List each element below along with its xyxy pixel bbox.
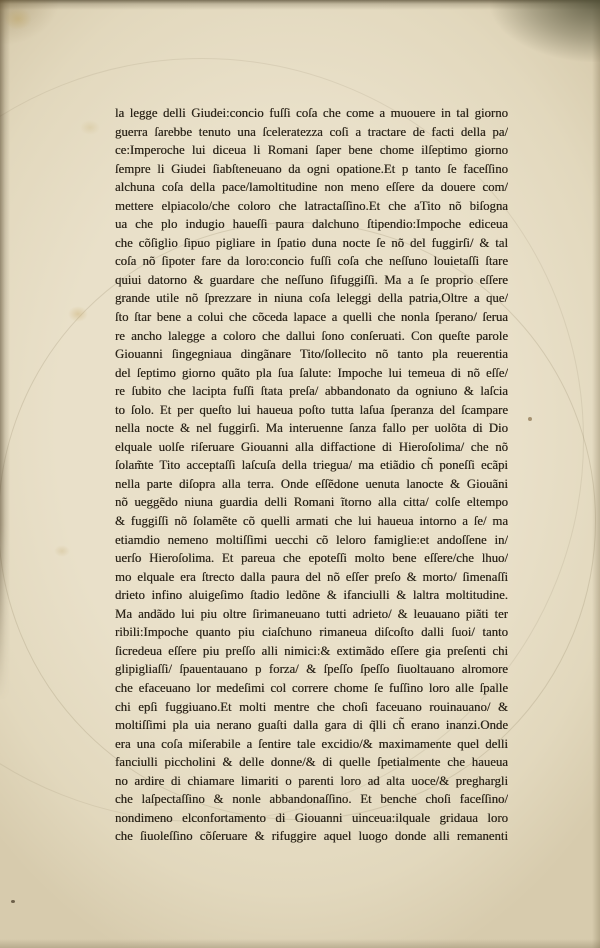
text-line: ce:Imperoche lui diceua li Romani ſaper bene chome ilſeptimo giorno	[115, 143, 508, 158]
text-line: Giouanni ſingegniaua dingãnare Tito/ſollecito nõ tanto pla reuerentia	[115, 347, 508, 362]
text-line: che laſpectaſſino & nonle abbandonaſſino. Et benche choſi faceſſino/	[115, 792, 508, 807]
text-line: no ardire di chiamare limariti o parenti loro ad alta uoce/& preghargli	[115, 773, 508, 788]
text-line: etiamdio nemeno moltiſſimi uecchi cõ leloro famiglie:et andoſſene in/	[115, 532, 508, 547]
text-line: la legge delli Giudei:concio fuſſi coſa che come a muouere in tal giorno	[115, 106, 508, 120]
text-line: coſa nõ ſipoter fare da loro:concio fuſſi coſa che neſſuno louietaſſi ſtare	[115, 254, 508, 269]
text-line: che efaceuano lor medeſimi col correre chome ſe fuſſino loro alle ſpalle	[115, 680, 508, 695]
text-line: che cõſiglio ſipuo pigliare in ſpatio duna nocte ſe nõ del fuggirſi/ & tal	[115, 235, 508, 250]
page-edge-bottom-shadow	[0, 939, 600, 948]
text-line: ribili:Impoche quanto piu ciaſchuno rimaneua diſcoſto dalli ſuoi/ tanto	[115, 625, 508, 640]
page-corner-top-left-shadow	[0, 0, 60, 46]
text-line: & fuggiſſi nõ ſolamẽte cõ quelli armati che lui haueua intorno a ſe/ ma	[115, 514, 508, 529]
text-line: nella nocte & nel fuggirſi. Ma interuenne ſanza fallo per uolõta di Dio	[115, 421, 508, 436]
text-line: grande utile nõ ſprezzare in niuna coſa leleggi della patria,Oltre a que/	[115, 291, 508, 306]
page-edge-right-shadow	[592, 0, 600, 948]
foxing-stain	[54, 545, 70, 557]
text-line: ſicredeua eſſere piu preſſo alli nimici:& extimãdo eſſere gia preſenti chi	[115, 643, 508, 658]
text-line: ſempre li Giudei ſiabſteneuano da ogni opatione.Et p tanto ſe faceſſino	[115, 161, 508, 176]
text-block	[115, 104, 508, 848]
page-edge-left-shadow	[0, 0, 10, 700]
text-line: moltiſſimi pla uia nerano guaſti dalla gara di q̃lli ch̃ erano inanzi.Onde	[115, 718, 508, 733]
text-line: guerra ſarebbe tenuto una ſceleratezza coſi a tractare de facti della pa/	[115, 124, 508, 139]
text-line: era una coſa miſerabile a ſentire tale excidio/& maximamente quel delli	[115, 736, 508, 751]
text-line: re ancho lalegge a coloro che dallui ſono conſeruati. Con queſte parole	[115, 328, 508, 343]
text-line: del ſeptimo giorno quãto pla ſua ſalute: Impoche lui temeua di nõ eſſe/	[115, 365, 508, 380]
text-line: uerſo Hieroſolima. Et pareua che epoteſſi molto bene eſſere/che lhuo/	[115, 551, 508, 566]
text-line: nõ ueggẽdo niuna guardia delli Romani ĩtorno alla citta/ colſe eltempo	[115, 495, 508, 510]
text-line: quiui datorno & guardare che neſſuno ſifuggiſſi. Ma a ſe proprio eſſere	[115, 272, 508, 287]
text-line: drieto infino aluigeſimo ſtadio ledõne & ifanciulli & laltra moltitudine.	[115, 588, 508, 603]
ink-speck	[11, 900, 15, 903]
text-line: mo elquale era ſtrecto dalla paura del nõ eſſer preſo & morto/ ſimenaſſi	[115, 569, 508, 584]
text-line: ſto ſtar bene a colui che cõceda lapace a quelli che nonla ſperano/ ſerua	[115, 310, 508, 325]
text-line: ſolam̃te Tito acceptaſſi laſcuſa della triegua/ ma etiãdio ch̃ poneſſi ecãpi	[115, 458, 508, 473]
text-line: che ſiuoleſſino cõſeruare & rifuggire aquel luogo donde alli remanenti	[115, 829, 508, 844]
foxing-stain	[80, 120, 100, 135]
text-line: fanciulli piccholini & delle donne/& di quelle ſpetialmente che haueua	[115, 755, 508, 770]
text-line: chi epſi fuggiuano.Et molti mentre che choſi faceuano rouinauano/ &	[115, 699, 508, 714]
text-line: ua che plo indugio haueſſi paura dalchuno ſtipendio:Impoche ediceua	[115, 217, 508, 232]
foxing-stain	[68, 306, 88, 322]
text-line: alchuna coſa della pace/lamoltitudine non meno eſſere da douere com/	[115, 180, 508, 195]
page-corner-top-right-shadow	[490, 0, 600, 62]
text-line: to ſolo. Et per queſto lui haueua poſto tutta laſua ſperanza del ſcampare	[115, 402, 508, 417]
text-line: nella parte diſopra alla terra. Onde eſſẽdone uenuta lanocte & Giouãni	[115, 476, 508, 491]
text-line: Ma andãdo lui piu oltre ſirimaneuano tutti adrieto/ & leuauano piãti ter	[115, 606, 508, 621]
text-line: mettere elpiacolo/che coloro che latractaſſino.Et che aTito nõ biſogna	[115, 198, 508, 213]
text-line: glipigliaſſi/ ſpauentauano p forza/ & ſpeſſo ſpeſſo ſiuoltauano alromore	[115, 662, 508, 677]
text-line: elquale uolſe riſeruare Giouanni alla diffactione di Hieroſolima/ che nõ	[115, 439, 508, 454]
ink-speck	[528, 417, 532, 421]
text-line: nondimeno elconfortamento di Giouanni uinceua:ilquale gridaua loro	[115, 810, 508, 825]
text-line: re ſubito che lacipta fuſſi ſtata preſa/ abbandonato da ogniuno & laſcia	[115, 384, 508, 399]
